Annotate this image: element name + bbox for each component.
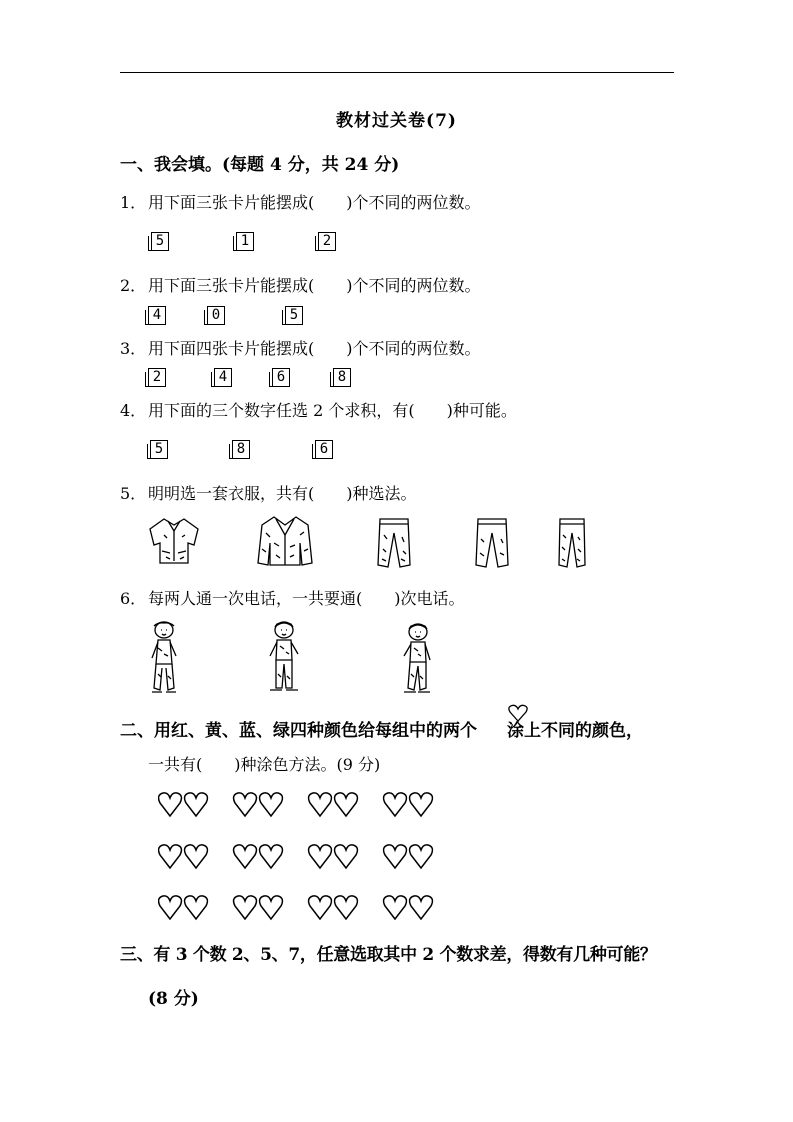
heart-icon xyxy=(335,896,358,919)
card: 2 xyxy=(318,232,336,251)
card: 6 xyxy=(272,368,290,387)
heart-icon xyxy=(234,845,257,868)
heart-row xyxy=(158,893,438,921)
pants-icon xyxy=(556,515,588,569)
heart-icon xyxy=(335,845,358,868)
heart-row xyxy=(158,842,438,870)
section2-heading: 二、用红、黄、蓝、绿四种颜色给每组中的两个 涂上不同的颜色， xyxy=(120,721,643,741)
card: 8 xyxy=(333,368,351,387)
question-5: 5． 明明选一套衣服，共有( )种选法。 xyxy=(120,484,417,503)
heart-icon xyxy=(185,845,208,868)
heart-row xyxy=(158,790,438,818)
heart-icon xyxy=(159,896,182,919)
heart-icon xyxy=(508,704,528,722)
card: 5 xyxy=(151,232,169,251)
card: 5 xyxy=(150,440,168,459)
boy-icon xyxy=(264,618,304,698)
heart-icon xyxy=(159,845,182,868)
pants-icon xyxy=(472,515,512,569)
heart-icon xyxy=(185,793,208,816)
heart-icon xyxy=(410,845,433,868)
heart-icon xyxy=(309,845,332,868)
header-rule xyxy=(120,72,674,73)
pants-icon xyxy=(374,515,414,569)
card: 4 xyxy=(148,306,166,325)
card: 0 xyxy=(207,306,225,325)
heart-icon xyxy=(234,896,257,919)
heart-icon xyxy=(159,793,182,816)
section3-points: (8 分) xyxy=(148,989,199,1009)
boy-icon xyxy=(396,620,436,698)
heart-icon xyxy=(309,793,332,816)
card: 2 xyxy=(148,368,166,387)
heart-icon xyxy=(260,793,283,816)
question-3: 3． 用下面四张卡片能摆成( )个不同的两位数。 xyxy=(120,339,481,358)
card: 5 xyxy=(285,306,303,325)
heart-icon xyxy=(335,793,358,816)
shirt-icon xyxy=(146,515,202,567)
heart-icon xyxy=(384,793,407,816)
question-6: 6． 每两人通一次电话，一共要通( )次电话。 xyxy=(120,589,465,608)
section3-heading: 三、有 3 个数 2、5、7，任意选取其中 2 个数求差，得数有几种可能？ xyxy=(120,945,657,965)
question-4: 4． 用下面的三个数字任选 2 个求积，有( )种可能。 xyxy=(120,401,517,420)
question-1: 1． 用下面三张卡片能摆成( )个不同的两位数。 xyxy=(120,193,481,212)
heart-icon xyxy=(309,896,332,919)
card: 4 xyxy=(214,368,232,387)
heart-icon xyxy=(185,896,208,919)
question-2: 2． 用下面三张卡片能摆成( )个不同的两位数。 xyxy=(120,276,481,295)
section2-instructions: 一共有( )种涂色方法。(9 分) xyxy=(148,755,381,774)
card: 8 xyxy=(232,440,250,459)
heart-icon xyxy=(410,793,433,816)
jacket-icon xyxy=(254,513,316,569)
heart-icon xyxy=(260,896,283,919)
heart-icon xyxy=(260,845,283,868)
card: 6 xyxy=(315,440,333,459)
page-title: 教材过关卷(7) xyxy=(336,111,457,131)
heart-icon xyxy=(234,793,257,816)
heart-icon xyxy=(410,896,433,919)
heart-icon xyxy=(384,845,407,868)
girl-icon xyxy=(144,618,184,698)
section1-heading: 一、我会填。(每题 4 分，共 24 分) xyxy=(120,155,400,175)
heart-icon xyxy=(384,896,407,919)
card: 1 xyxy=(236,232,254,251)
